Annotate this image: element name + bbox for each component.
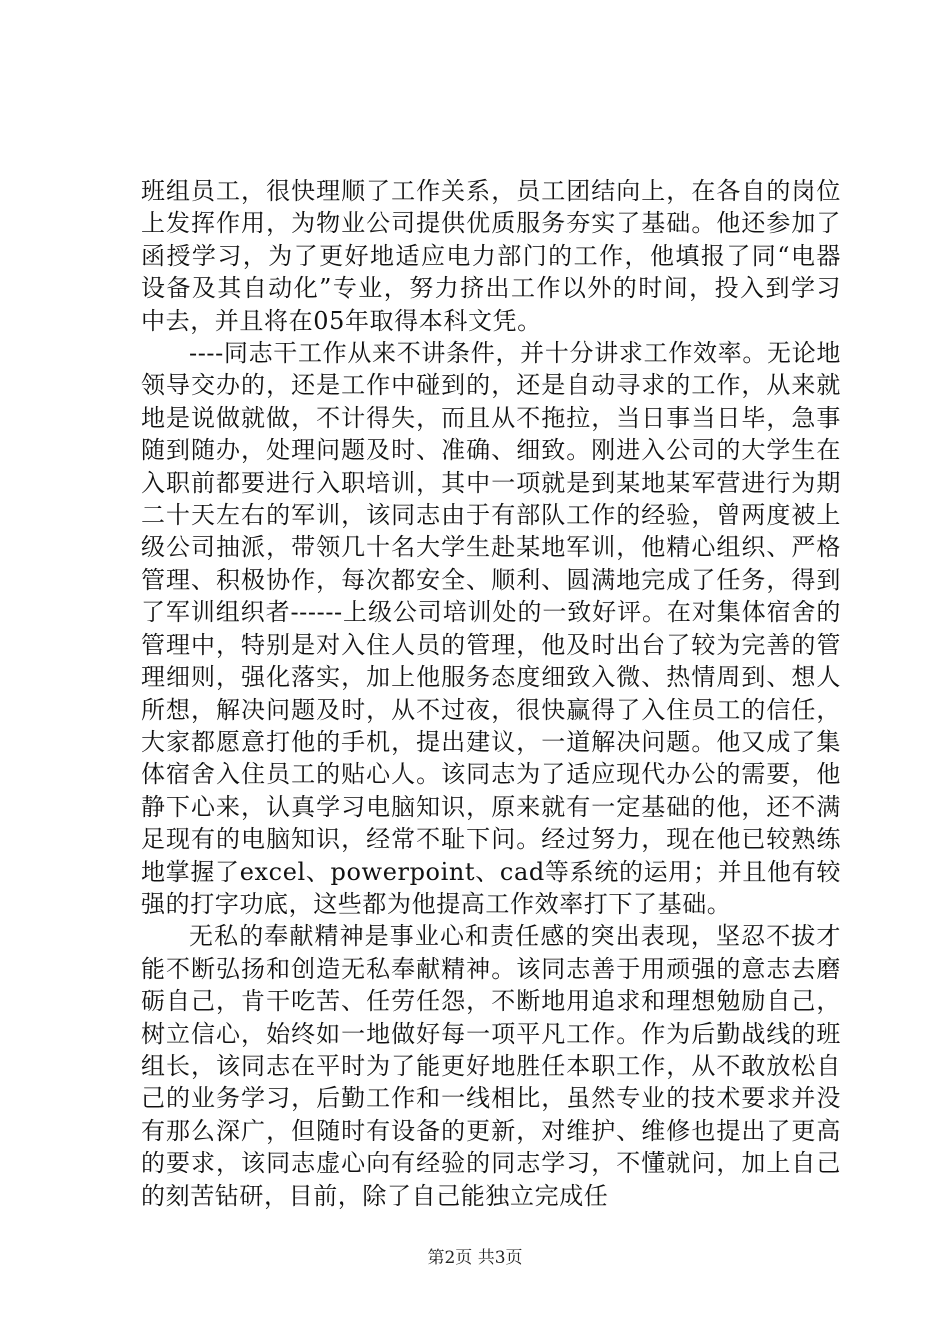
paragraph-dedication: 无私的奉献精神是事业心和责任感的突出表现，坚忍不拔才能不断弘扬和创造无私奉献精神。该同志善于用顽强的意志去磨砺自己，肯干吃苦、任劳任怨，不断地用追求和理想勉励自己，树立信心，始终如一地做好每一项平凡工作。作为后勤战线的班组长，该同志在平时为了能更好地胜任本职工作，从不敢放松自己的业务学习，后勤工作和一线相比，虽然专业的技术要求并没有那么深广，但随时有设备的更新，对维护、维修也提出了更高的要求，该同志虚心向有经验的同志学习，不懂就问，加上自己的刻苦钻研，目前，除了自己能独立完成任 [141, 922, 841, 1210]
page-footer: 第2页 共3页 [427, 1248, 523, 1268]
paragraph-work-efficiency: ----同志干工作从来不讲条件，并十分讲求工作效率。无论地领导交办的，还是工作中碰到的，还是自动寻求的工作，从来就地是说做就做，不计得失，而且从不拖拉，当日事当日毕，急事随到随办，处理问题及时、准确、细致。刚进入公司的大学生在入职前都要进行入职培训，其中一项就是到某地某军营进行为期二十天左右的军训，该同志由于有部队工作的经验，曾两度被上级公司抽派，带领几十名大学生赴某地军训，他精心组织、严格管理、积极协作，每次都安全、顺利、圆满地完成了任务，得到了军训组织者------上级公司培训处的一致好评。在对集体宿舍的管理中，特别是对入住人员的管理，他及时出台了较为完善的管理细则，强化落实，加上他服务态度细致入微、热情周到、想人所想，解决问题及时，从不过夜，很快赢得了入住员工的信任，大家都愿意打他的手机，提出建议，一道解决问题。他又成了集体宿舍入住员工的贴心人。该同志为了适应现代办公的需要，他静下心来，认真学习电脑知识，原来就有一定基础的他，还不满足现有的电脑知识，经常不耻下问。经过努力，现在他已较熟练地掌握了excel、powerpoint、cad等系统的运用；并且他有较强的打字功底，这些都为他提高工作效率打下了基础。 [141, 339, 841, 918]
paragraph-continuation: 班组员工，很快理顺了工作关系，员工团结向上，在各自的岗位上发挥作用，为物业公司提供优质服务夯实了基础。他还参加了函授学习，为了更好地适应电力部门的工作，他填报了同“电器设备及其自动化”专业，努力挤出工作以外的时间，投入到学习中去，并且将在05年取得本科文凭。 [141, 177, 841, 335]
document-body [141, 175, 841, 1212]
